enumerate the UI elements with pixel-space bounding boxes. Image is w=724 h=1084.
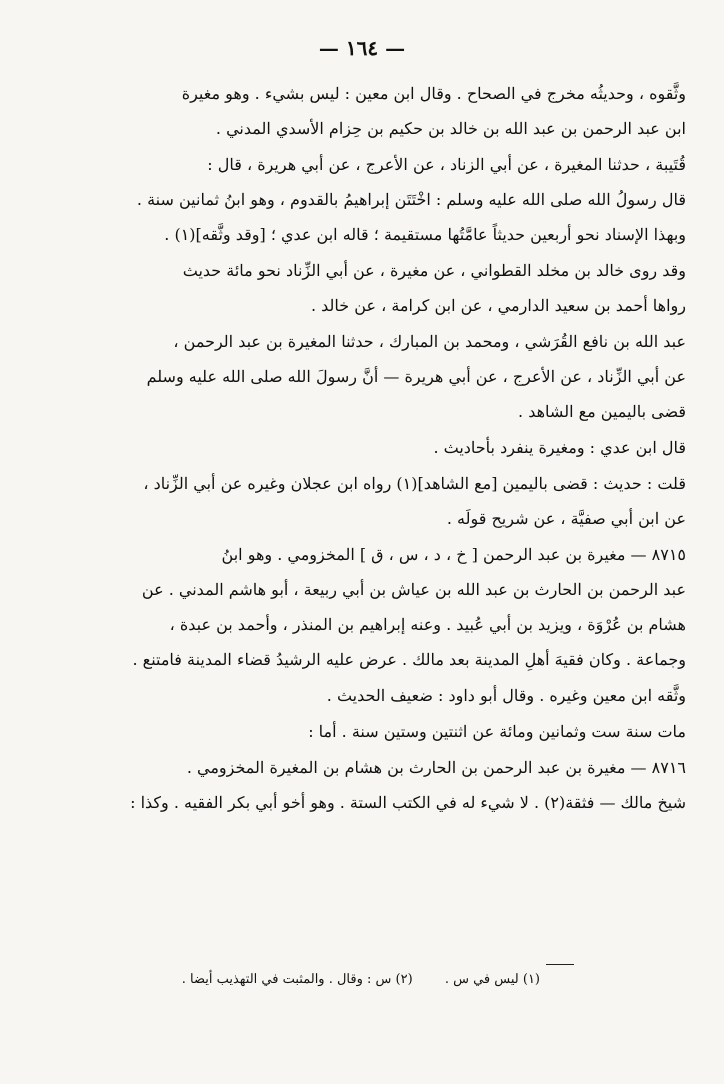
footnotes bbox=[120, 972, 540, 987]
text-line: عبد الله بن نافع القُرَشي ، ومحمد بن المبارك ، حدثنا المغيرة بن عبد الرحمن ، bbox=[173, 332, 686, 351]
text-line: مات سنة ست وثمانين ومائة عن اثنتين وستين سنة . أما : bbox=[308, 722, 686, 741]
text-line: عبد الرحمن بن الحارث بن عبد الله بن عياش بن أبي ربيعة ، أبو هاشم المدني . عن bbox=[141, 580, 686, 599]
paragraph bbox=[38, 474, 686, 529]
paragraph bbox=[38, 332, 686, 422]
paragraph bbox=[38, 84, 686, 139]
text-line: قُتَيبة ، حدثنا المغيرة ، عن أبي الزناد ، عن الأعرج ، عن أبي هريرة ، قال : bbox=[207, 155, 686, 174]
text-line: عن ابن أبي صفيَّة ، عن شريح قولَه . bbox=[446, 509, 686, 528]
paragraph bbox=[38, 722, 686, 742]
text-line: قال رسولُ الله صلى الله عليه وسلم : اخْتَتَن إبراهيمُ بالقدوم ، وهو ابنُ ثمانين سنة . bbox=[136, 190, 686, 209]
text-line: شيخ مالك — فثقة(٢) . لا شيء له في الكتب الستة . وهو أخو أبي بكر الفقيه . وكذا : bbox=[130, 793, 686, 812]
footnote: (١) ليس في س . bbox=[444, 972, 540, 987]
text-line: ابن عبد الرحمن بن عبد الله بن خالد بن حكيم بن حِزام الأسدي المدني . bbox=[215, 119, 686, 138]
text-line: قال ابن عدي : ومغيرة ينفرد بأحاديث . bbox=[433, 438, 686, 457]
entry-8716 bbox=[38, 758, 686, 813]
text-line: وبهذا الإسناد نحو أربعين حديثاً عامَّتُها مستقيمة ؛ قاله ابن عدي ؛ [وقد وثَّقه](١) . bbox=[164, 225, 686, 244]
text-line: وجماعة . وكان فقيهَ أهلِ المدينة بعد مالك . عرض عليه الرشيدُ قضاء المدينة فامتنع . bbox=[132, 650, 686, 669]
paragraph bbox=[38, 155, 686, 245]
page-number: — ١٦٤ — bbox=[318, 36, 406, 60]
text-line: وقد روى خالد بن مخلد القطواني ، عن مغيرة ، عن أبي الزِّناد نحو مائة حديث bbox=[182, 261, 686, 280]
text-line: قضى باليمين مع الشاهد . bbox=[518, 402, 686, 421]
text-line: وثَّقوه ، وحديثُه مخرج في الصحاح . وقال ابن معين : ليس بشيء . وهو مغيرة bbox=[181, 84, 686, 103]
text-line: عن أبي الزِّناد ، عن الأعرج ، عن أبي هريرة — أنَّ رسولَ الله صلى الله عليه وسلم bbox=[146, 367, 686, 386]
main-text bbox=[38, 84, 686, 829]
paragraph bbox=[38, 686, 686, 706]
text-line: ٨٧١٦ — مغيرة بن عبد الرحمن بن الحارث بن هشام بن المغيرة المخزومي . bbox=[186, 758, 686, 777]
text-line: قلت : حديث : قضى باليمين [مع الشاهد](١) رواه ابن عجلان وغيره عن أبي الزِّناد ، bbox=[143, 474, 686, 493]
text-line: رواها أحمد بن سعيد الدارمي ، عن ابن كرامة ، عن خالد . bbox=[310, 296, 686, 315]
paragraph bbox=[38, 438, 686, 458]
text-line: ٨٧١٥ — مغيرة بن عبد الرحمن [ خ ، د ، س ، ق ] المخزومي . وهو ابنُ bbox=[221, 545, 686, 564]
entry-8715 bbox=[38, 545, 686, 670]
text-line: وثَّقه ابن معين وغيره . وقال أبو داود : ضعيف الحديث . bbox=[326, 686, 686, 705]
footnote-divider bbox=[546, 964, 574, 965]
paragraph bbox=[38, 261, 686, 316]
footnote: (٢) س : وقال . والمثبت في التهذيب أيضا . bbox=[181, 972, 413, 987]
text-line: هشام بن عُرْوَة ، ويزيد بن أبي عُبيد . وعنه إبراهيم بن المنذر ، وأحمد بن عبدة ، bbox=[169, 615, 686, 634]
